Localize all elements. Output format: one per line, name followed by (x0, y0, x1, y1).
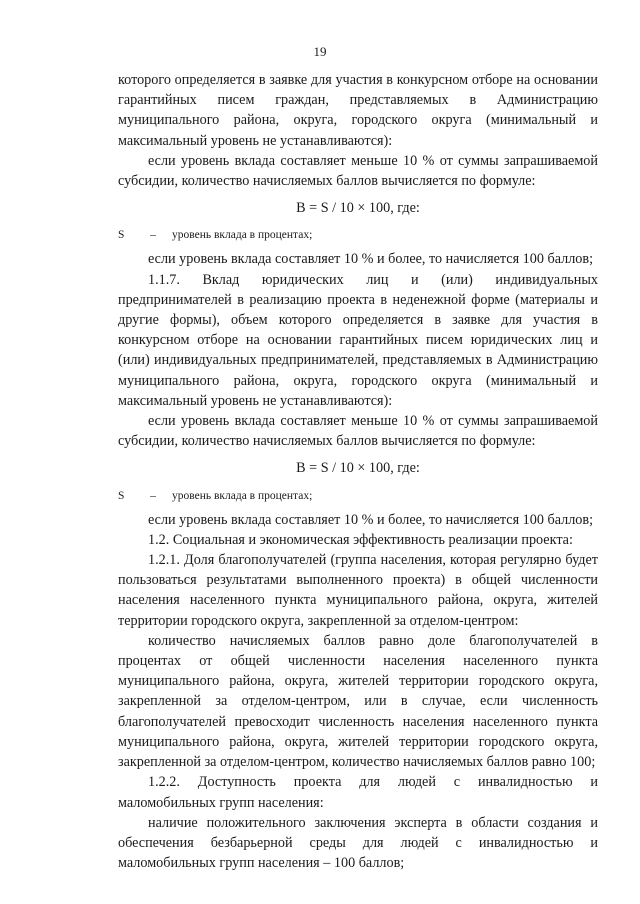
paragraph: которого определяется в заявке для участия в конкурсном отборе на основании гарантийных писем граждан, представляемых в Администрацию муниципального района, округа, городского округа (минимальный и максимальный уровень не устанавливаются): (118, 72, 598, 149)
page-number: 19 (313, 44, 327, 59)
paragraph: если уровень вклада составляет меньше 10 % от суммы запрашиваемой субсидии, количество начисляемых баллов вычисляется по формуле: (118, 152, 598, 190)
legend-symbol: S (118, 489, 125, 502)
document-body (118, 70, 598, 873)
legend-description: уровень вклада в процентах; (172, 489, 313, 502)
legend-description: уровень вклада в процентах; (172, 229, 313, 242)
legend-symbol: S (118, 229, 125, 242)
legend-dash: – (150, 489, 156, 502)
paragraph: наличие положительного заключения эксперта в области создания и обеспечения безбарьерной среды для людей с инвалидностью и маломобильных групп населения – 100 баллов; (118, 814, 598, 872)
paragraph: если уровень вклада составляет 10 % и более, то начисляется 100 баллов; (148, 511, 594, 528)
paragraph: 1.2.1. Доля благополучателей (группа населения, которая регулярно будет пользоваться результатами выполненного проекта) в общей численности населения населенного пункта муниципального района, округа, жителей территории городского округа, закрепленной за отделом-центром: (118, 552, 598, 629)
paragraph: количество начисляемых баллов равно доле благополучателей в процентах от общей численности населения населенного пункта муниципального района, округа, жителей территории городского округа, закрепленной за отделом-центром, или в случае, если численность благополучателей превосходит численность населения населенного пункта муниципального района, округа, жителей территории городского округа, закрепленной за отделом-центром, количество начисляемых баллов равно 100; (118, 632, 598, 771)
paragraph: если уровень вклада составляет 10 % и более, то начисляется 100 баллов; (148, 251, 594, 268)
paragraph: если уровень вклада составляет меньше 10 % от суммы запрашиваемой субсидии, количество начисляемых баллов вычисляется по формуле: (118, 413, 598, 450)
paragraph: 1.2.2. Доступность проекта для людей с инвалидностью и маломобильных групп населения: (118, 774, 598, 811)
formula-legend (118, 227, 598, 243)
formula-legend (118, 488, 598, 504)
legend-dash: – (150, 229, 156, 242)
formula: B = S / 10 × 100, где: (296, 460, 420, 477)
formula: B = S / 10 × 100, где: (296, 200, 420, 217)
paragraph: 1.1.7. Вклад юридических лиц и (или) индивидуальных предпринимателей в реализацию проекта в неденежной форме (материалы и другие формы), объем которого определяется в заявке для участия в конкурсном отборе на основании гарантийных писем юридических лиц и (или) индивидуальных предпринимателей, представляемых в Администрацию муниципального района, округа, городского округа (минимальный и максимальный уровень не устанавливаются): (118, 271, 598, 409)
paragraph: 1.2. Социальная и экономическая эффективность реализации проекта: (148, 531, 573, 548)
